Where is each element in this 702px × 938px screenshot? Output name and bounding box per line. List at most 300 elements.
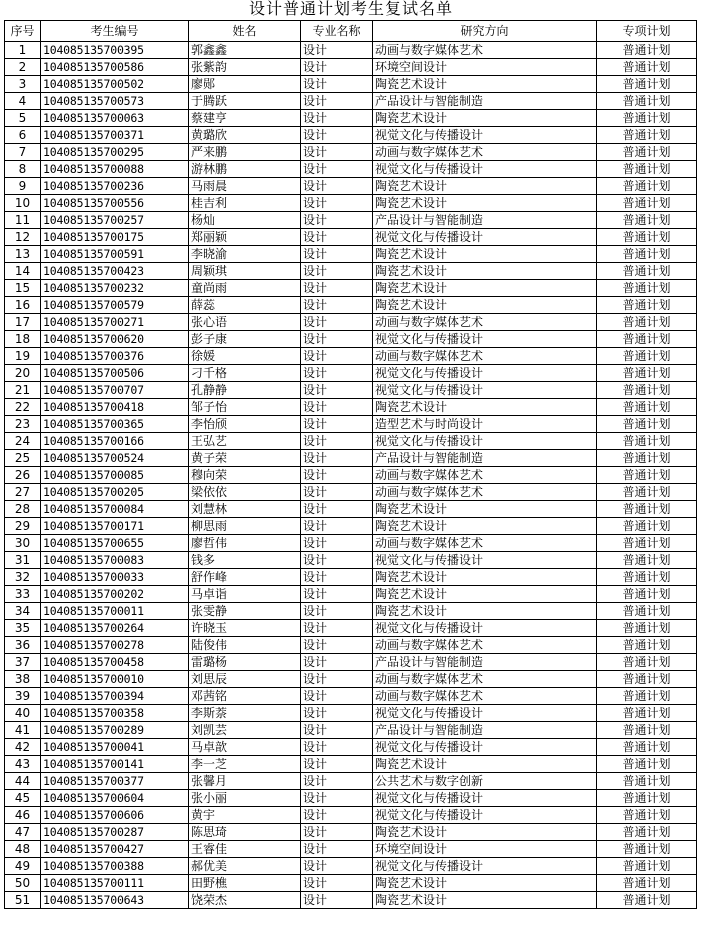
- cell-name: 于腾跃: [189, 93, 301, 110]
- cell-research-direction: 陶瓷艺术设计: [373, 178, 597, 195]
- table-row: [5, 314, 697, 331]
- cell-candidate-id: 104085135700205: [41, 484, 189, 501]
- cell-candidate-id: 104085135700063: [41, 110, 189, 127]
- cell-index: 41: [5, 722, 41, 739]
- cell-candidate-id: 104085135700606: [41, 807, 189, 824]
- table-row: [5, 586, 697, 603]
- cell-index: 19: [5, 348, 41, 365]
- cell-research-direction: 陶瓷艺术设计: [373, 399, 597, 416]
- cell-name: 郭鑫鑫: [189, 42, 301, 59]
- cell-research-direction: 陶瓷艺术设计: [373, 110, 597, 127]
- cell-index: 20: [5, 365, 41, 382]
- table-row: [5, 892, 697, 909]
- table-row: [5, 246, 697, 263]
- cell-name: 杨灿: [189, 212, 301, 229]
- cell-index: 17: [5, 314, 41, 331]
- cell-index: 37: [5, 654, 41, 671]
- cell-index: 40: [5, 705, 41, 722]
- cell-research-direction: 视觉文化与传播设计: [373, 620, 597, 637]
- cell-major: 设计: [301, 824, 373, 841]
- cell-index: 16: [5, 297, 41, 314]
- cell-index: 26: [5, 467, 41, 484]
- cell-major: 设计: [301, 739, 373, 756]
- cell-candidate-id: 104085135700423: [41, 263, 189, 280]
- cell-index: 48: [5, 841, 41, 858]
- cell-special-plan: 普通计划: [597, 331, 697, 348]
- cell-candidate-id: 104085135700257: [41, 212, 189, 229]
- cell-special-plan: 普通计划: [597, 875, 697, 892]
- cell-name: 严来鹏: [189, 144, 301, 161]
- cell-major: 设计: [301, 722, 373, 739]
- cell-special-plan: 普通计划: [597, 518, 697, 535]
- cell-research-direction: 陶瓷艺术设计: [373, 280, 597, 297]
- cell-index: 10: [5, 195, 41, 212]
- cell-index: 11: [5, 212, 41, 229]
- cell-major: 设计: [301, 144, 373, 161]
- cell-research-direction: 动画与数字媒体艺术: [373, 484, 597, 501]
- cell-research-direction: 陶瓷艺术设计: [373, 263, 597, 280]
- table-row: [5, 705, 697, 722]
- cell-special-plan: 普通计划: [597, 93, 697, 110]
- table-row: [5, 688, 697, 705]
- cell-major: 设计: [301, 671, 373, 688]
- cell-research-direction: 陶瓷艺术设计: [373, 76, 597, 93]
- cell-major: 设计: [301, 178, 373, 195]
- table-body: [5, 42, 697, 909]
- cell-major: 设计: [301, 603, 373, 620]
- cell-candidate-id: 104085135700395: [41, 42, 189, 59]
- cell-name: 桂吉利: [189, 195, 301, 212]
- cell-research-direction: 公共艺术与数字创新: [373, 773, 597, 790]
- cell-special-plan: 普通计划: [597, 314, 697, 331]
- cell-index: 7: [5, 144, 41, 161]
- cell-index: 22: [5, 399, 41, 416]
- cell-special-plan: 普通计划: [597, 127, 697, 144]
- cell-name: 张小丽: [189, 790, 301, 807]
- cell-name: 田野樵: [189, 875, 301, 892]
- cell-special-plan: 普通计划: [597, 892, 697, 909]
- cell-special-plan: 普通计划: [597, 297, 697, 314]
- cell-major: 设计: [301, 59, 373, 76]
- cell-research-direction: 陶瓷艺术设计: [373, 875, 597, 892]
- table-row: [5, 790, 697, 807]
- cell-research-direction: 动画与数字媒体艺术: [373, 688, 597, 705]
- cell-special-plan: 普通计划: [597, 569, 697, 586]
- cell-research-direction: 产品设计与智能制造: [373, 450, 597, 467]
- cell-candidate-id: 104085135700388: [41, 858, 189, 875]
- cell-special-plan: 普通计划: [597, 756, 697, 773]
- cell-candidate-id: 104085135700394: [41, 688, 189, 705]
- cell-research-direction: 陶瓷艺术设计: [373, 246, 597, 263]
- cell-index: 31: [5, 552, 41, 569]
- cell-research-direction: 视觉文化与传播设计: [373, 161, 597, 178]
- cell-special-plan: 普通计划: [597, 841, 697, 858]
- cell-major: 设计: [301, 263, 373, 280]
- cell-special-plan: 普通计划: [597, 620, 697, 637]
- cell-special-plan: 普通计划: [597, 144, 697, 161]
- cell-index: 51: [5, 892, 41, 909]
- cell-name: 游林鹏: [189, 161, 301, 178]
- cell-research-direction: 产品设计与智能制造: [373, 654, 597, 671]
- cell-index: 43: [5, 756, 41, 773]
- cell-candidate-id: 104085135700371: [41, 127, 189, 144]
- cell-candidate-id: 104085135700573: [41, 93, 189, 110]
- cell-major: 设计: [301, 756, 373, 773]
- cell-major: 设计: [301, 246, 373, 263]
- cell-major: 设计: [301, 790, 373, 807]
- table-row: [5, 212, 697, 229]
- table-row: [5, 127, 697, 144]
- cell-name: 周颖琪: [189, 263, 301, 280]
- cell-special-plan: 普通计划: [597, 773, 697, 790]
- cell-research-direction: 动画与数字媒体艺术: [373, 535, 597, 552]
- cell-candidate-id: 104085135700377: [41, 773, 189, 790]
- cell-index: 45: [5, 790, 41, 807]
- cell-special-plan: 普通计划: [597, 178, 697, 195]
- table-row: [5, 620, 697, 637]
- cell-major: 设计: [301, 858, 373, 875]
- cell-name: 陆俊伟: [189, 637, 301, 654]
- cell-name: 郝优美: [189, 858, 301, 875]
- cell-index: 50: [5, 875, 41, 892]
- cell-name: 许晓玉: [189, 620, 301, 637]
- cell-research-direction: 视觉文化与传播设计: [373, 365, 597, 382]
- cell-major: 设计: [301, 195, 373, 212]
- cell-name: 雷璐杨: [189, 654, 301, 671]
- table-row: [5, 773, 697, 790]
- table-row: [5, 399, 697, 416]
- table-row: [5, 76, 697, 93]
- cell-name: 张雯静: [189, 603, 301, 620]
- cell-major: 设计: [301, 501, 373, 518]
- cell-index: 46: [5, 807, 41, 824]
- cell-candidate-id: 104085135700041: [41, 739, 189, 756]
- cell-name: 孔静静: [189, 382, 301, 399]
- cell-name: 李一芝: [189, 756, 301, 773]
- cell-special-plan: 普通计划: [597, 76, 697, 93]
- cell-research-direction: 动画与数字媒体艺术: [373, 467, 597, 484]
- cell-major: 设计: [301, 297, 373, 314]
- cell-name: 钱多: [189, 552, 301, 569]
- cell-research-direction: 视觉文化与传播设计: [373, 705, 597, 722]
- table-row: [5, 807, 697, 824]
- cell-special-plan: 普通计划: [597, 552, 697, 569]
- cell-candidate-id: 104085135700175: [41, 229, 189, 246]
- cell-major: 设计: [301, 331, 373, 348]
- cell-major: 设计: [301, 654, 373, 671]
- cell-index: 21: [5, 382, 41, 399]
- cell-special-plan: 普通计划: [597, 858, 697, 875]
- cell-special-plan: 普通计划: [597, 535, 697, 552]
- cell-research-direction: 视觉文化与传播设计: [373, 433, 597, 450]
- cell-research-direction: 陶瓷艺术设计: [373, 297, 597, 314]
- cell-special-plan: 普通计划: [597, 365, 697, 382]
- cell-research-direction: 陶瓷艺术设计: [373, 586, 597, 603]
- cell-research-direction: 视觉文化与传播设计: [373, 127, 597, 144]
- cell-major: 设计: [301, 875, 373, 892]
- header-special-plan: 专项计划: [597, 21, 697, 42]
- cell-candidate-id: 104085135700556: [41, 195, 189, 212]
- cell-name: 张馨月: [189, 773, 301, 790]
- table-row: [5, 433, 697, 450]
- cell-index: 14: [5, 263, 41, 280]
- cell-index: 3: [5, 76, 41, 93]
- cell-name: 马雨晨: [189, 178, 301, 195]
- cell-major: 设计: [301, 586, 373, 603]
- cell-special-plan: 普通计划: [597, 263, 697, 280]
- cell-major: 设计: [301, 637, 373, 654]
- cell-candidate-id: 104085135700083: [41, 552, 189, 569]
- cell-research-direction: 陶瓷艺术设计: [373, 501, 597, 518]
- cell-index: 42: [5, 739, 41, 756]
- table-row: [5, 416, 697, 433]
- cell-index: 35: [5, 620, 41, 637]
- cell-research-direction: 环境空间设计: [373, 59, 597, 76]
- cell-major: 设计: [301, 161, 373, 178]
- cell-major: 设计: [301, 348, 373, 365]
- cell-name: 邹子怡: [189, 399, 301, 416]
- cell-index: 24: [5, 433, 41, 450]
- cell-major: 设计: [301, 433, 373, 450]
- table-row: [5, 467, 697, 484]
- cell-candidate-id: 104085135700141: [41, 756, 189, 773]
- cell-research-direction: 动画与数字媒体艺术: [373, 144, 597, 161]
- cell-name: 刘慧林: [189, 501, 301, 518]
- cell-special-plan: 普通计划: [597, 484, 697, 501]
- cell-special-plan: 普通计划: [597, 705, 697, 722]
- cell-index: 29: [5, 518, 41, 535]
- cell-major: 设计: [301, 688, 373, 705]
- cell-index: 23: [5, 416, 41, 433]
- cell-research-direction: 视觉文化与传播设计: [373, 790, 597, 807]
- cell-special-plan: 普通计划: [597, 110, 697, 127]
- table-row: [5, 501, 697, 518]
- cell-name: 李怡颀: [189, 416, 301, 433]
- cell-special-plan: 普通计划: [597, 450, 697, 467]
- cell-major: 设计: [301, 552, 373, 569]
- table-row: [5, 195, 697, 212]
- cell-major: 设计: [301, 110, 373, 127]
- cell-candidate-id: 104085135700591: [41, 246, 189, 263]
- cell-research-direction: 陶瓷艺术设计: [373, 569, 597, 586]
- table-row: [5, 280, 697, 297]
- cell-index: 1: [5, 42, 41, 59]
- cell-research-direction: 动画与数字媒体艺术: [373, 314, 597, 331]
- cell-name: 饶荣杰: [189, 892, 301, 909]
- cell-candidate-id: 104085135700171: [41, 518, 189, 535]
- cell-research-direction: 视觉文化与传播设计: [373, 552, 597, 569]
- candidate-table: [4, 20, 697, 909]
- cell-candidate-id: 104085135700264: [41, 620, 189, 637]
- cell-research-direction: 动画与数字媒体艺术: [373, 671, 597, 688]
- cell-major: 设计: [301, 892, 373, 909]
- cell-candidate-id: 104085135700166: [41, 433, 189, 450]
- cell-index: 38: [5, 671, 41, 688]
- cell-candidate-id: 104085135700271: [41, 314, 189, 331]
- cell-special-plan: 普通计划: [597, 382, 697, 399]
- cell-name: 蔡建亨: [189, 110, 301, 127]
- cell-name: 黄子荣: [189, 450, 301, 467]
- cell-major: 设计: [301, 416, 373, 433]
- cell-major: 设计: [301, 535, 373, 552]
- cell-index: 15: [5, 280, 41, 297]
- table-row: [5, 161, 697, 178]
- cell-major: 设计: [301, 76, 373, 93]
- cell-name: 黄璐欣: [189, 127, 301, 144]
- cell-index: 33: [5, 586, 41, 603]
- cell-name: 廖哲伟: [189, 535, 301, 552]
- cell-name: 张心语: [189, 314, 301, 331]
- cell-special-plan: 普通计划: [597, 42, 697, 59]
- cell-special-plan: 普通计划: [597, 586, 697, 603]
- cell-name: 张紫韵: [189, 59, 301, 76]
- cell-major: 设计: [301, 399, 373, 416]
- cell-index: 32: [5, 569, 41, 586]
- cell-candidate-id: 104085135700458: [41, 654, 189, 671]
- cell-special-plan: 普通计划: [597, 59, 697, 76]
- cell-special-plan: 普通计划: [597, 637, 697, 654]
- cell-candidate-id: 104085135700586: [41, 59, 189, 76]
- cell-major: 设计: [301, 229, 373, 246]
- table-row: [5, 722, 697, 739]
- cell-research-direction: 视觉文化与传播设计: [373, 229, 597, 246]
- cell-major: 设计: [301, 314, 373, 331]
- cell-research-direction: 造型艺术与时尚设计: [373, 416, 597, 433]
- table-row: [5, 382, 697, 399]
- cell-special-plan: 普通计划: [597, 603, 697, 620]
- cell-name: 郑丽颖: [189, 229, 301, 246]
- cell-candidate-id: 104085135700358: [41, 705, 189, 722]
- cell-major: 设计: [301, 518, 373, 535]
- table-row: [5, 756, 697, 773]
- cell-special-plan: 普通计划: [597, 416, 697, 433]
- cell-name: 王睿佳: [189, 841, 301, 858]
- header-index: 序号: [5, 21, 41, 42]
- cell-candidate-id: 104085135700111: [41, 875, 189, 892]
- cell-name: 黄宇: [189, 807, 301, 824]
- cell-name: 徐媛: [189, 348, 301, 365]
- cell-candidate-id: 104085135700524: [41, 450, 189, 467]
- cell-major: 设计: [301, 773, 373, 790]
- cell-candidate-id: 104085135700202: [41, 586, 189, 603]
- cell-research-direction: 陶瓷艺术设计: [373, 603, 597, 620]
- cell-candidate-id: 104085135700604: [41, 790, 189, 807]
- cell-major: 设计: [301, 467, 373, 484]
- table-header-row: [5, 21, 697, 42]
- cell-major: 设计: [301, 365, 373, 382]
- cell-special-plan: 普通计划: [597, 246, 697, 263]
- cell-index: 8: [5, 161, 41, 178]
- cell-candidate-id: 104085135700707: [41, 382, 189, 399]
- cell-major: 设计: [301, 569, 373, 586]
- header-major: 专业名称: [301, 21, 373, 42]
- table-row: [5, 110, 697, 127]
- cell-name: 童尚雨: [189, 280, 301, 297]
- cell-index: 47: [5, 824, 41, 841]
- cell-research-direction: 动画与数字媒体艺术: [373, 637, 597, 654]
- cell-index: 39: [5, 688, 41, 705]
- cell-index: 28: [5, 501, 41, 518]
- table-row: [5, 59, 697, 76]
- cell-name: 刘思辰: [189, 671, 301, 688]
- cell-special-plan: 普通计划: [597, 790, 697, 807]
- cell-index: 9: [5, 178, 41, 195]
- cell-special-plan: 普通计划: [597, 654, 697, 671]
- cell-candidate-id: 104085135700278: [41, 637, 189, 654]
- cell-name: 廖郧: [189, 76, 301, 93]
- cell-major: 设计: [301, 705, 373, 722]
- cell-index: 18: [5, 331, 41, 348]
- cell-research-direction: 动画与数字媒体艺术: [373, 348, 597, 365]
- cell-index: 13: [5, 246, 41, 263]
- cell-research-direction: 视觉文化与传播设计: [373, 858, 597, 875]
- table-row: [5, 348, 697, 365]
- cell-research-direction: 视觉文化与传播设计: [373, 382, 597, 399]
- cell-candidate-id: 104085135700232: [41, 280, 189, 297]
- cell-special-plan: 普通计划: [597, 161, 697, 178]
- table-row: [5, 637, 697, 654]
- cell-candidate-id: 104085135700287: [41, 824, 189, 841]
- table-row: [5, 144, 697, 161]
- cell-special-plan: 普通计划: [597, 671, 697, 688]
- table-row: [5, 858, 697, 875]
- table-row: [5, 824, 697, 841]
- cell-candidate-id: 104085135700579: [41, 297, 189, 314]
- table-row: [5, 518, 697, 535]
- header-research-direction: 研究方向: [373, 21, 597, 42]
- cell-name: 穆向荣: [189, 467, 301, 484]
- cell-major: 设计: [301, 484, 373, 501]
- cell-special-plan: 普通计划: [597, 467, 697, 484]
- table-row: [5, 654, 697, 671]
- cell-candidate-id: 104085135700365: [41, 416, 189, 433]
- cell-candidate-id: 104085135700289: [41, 722, 189, 739]
- cell-major: 设计: [301, 450, 373, 467]
- table-row: [5, 331, 697, 348]
- cell-special-plan: 普通计划: [597, 212, 697, 229]
- cell-candidate-id: 104085135700011: [41, 603, 189, 620]
- cell-special-plan: 普通计划: [597, 824, 697, 841]
- cell-name: 刘凯芸: [189, 722, 301, 739]
- cell-research-direction: 产品设计与智能制造: [373, 212, 597, 229]
- cell-research-direction: 陶瓷艺术设计: [373, 195, 597, 212]
- table-row: [5, 93, 697, 110]
- cell-special-plan: 普通计划: [597, 807, 697, 824]
- cell-special-plan: 普通计划: [597, 195, 697, 212]
- table-row: [5, 535, 697, 552]
- table-row: [5, 229, 697, 246]
- document-title: 设计普通计划考生复试名单: [248, 0, 453, 18]
- cell-name: 刁千格: [189, 365, 301, 382]
- cell-index: 5: [5, 110, 41, 127]
- cell-research-direction: 动画与数字媒体艺术: [373, 42, 597, 59]
- table-row: [5, 739, 697, 756]
- table-row: [5, 297, 697, 314]
- table-row: [5, 552, 697, 569]
- cell-index: 2: [5, 59, 41, 76]
- cell-special-plan: 普通计划: [597, 722, 697, 739]
- header-candidate-id: 考生编号: [41, 21, 189, 42]
- cell-special-plan: 普通计划: [597, 433, 697, 450]
- cell-major: 设计: [301, 620, 373, 637]
- cell-index: 4: [5, 93, 41, 110]
- cell-research-direction: 视觉文化与传播设计: [373, 331, 597, 348]
- table-row: [5, 484, 697, 501]
- cell-index: 44: [5, 773, 41, 790]
- cell-major: 设计: [301, 280, 373, 297]
- cell-name: 陈思琦: [189, 824, 301, 841]
- cell-major: 设计: [301, 127, 373, 144]
